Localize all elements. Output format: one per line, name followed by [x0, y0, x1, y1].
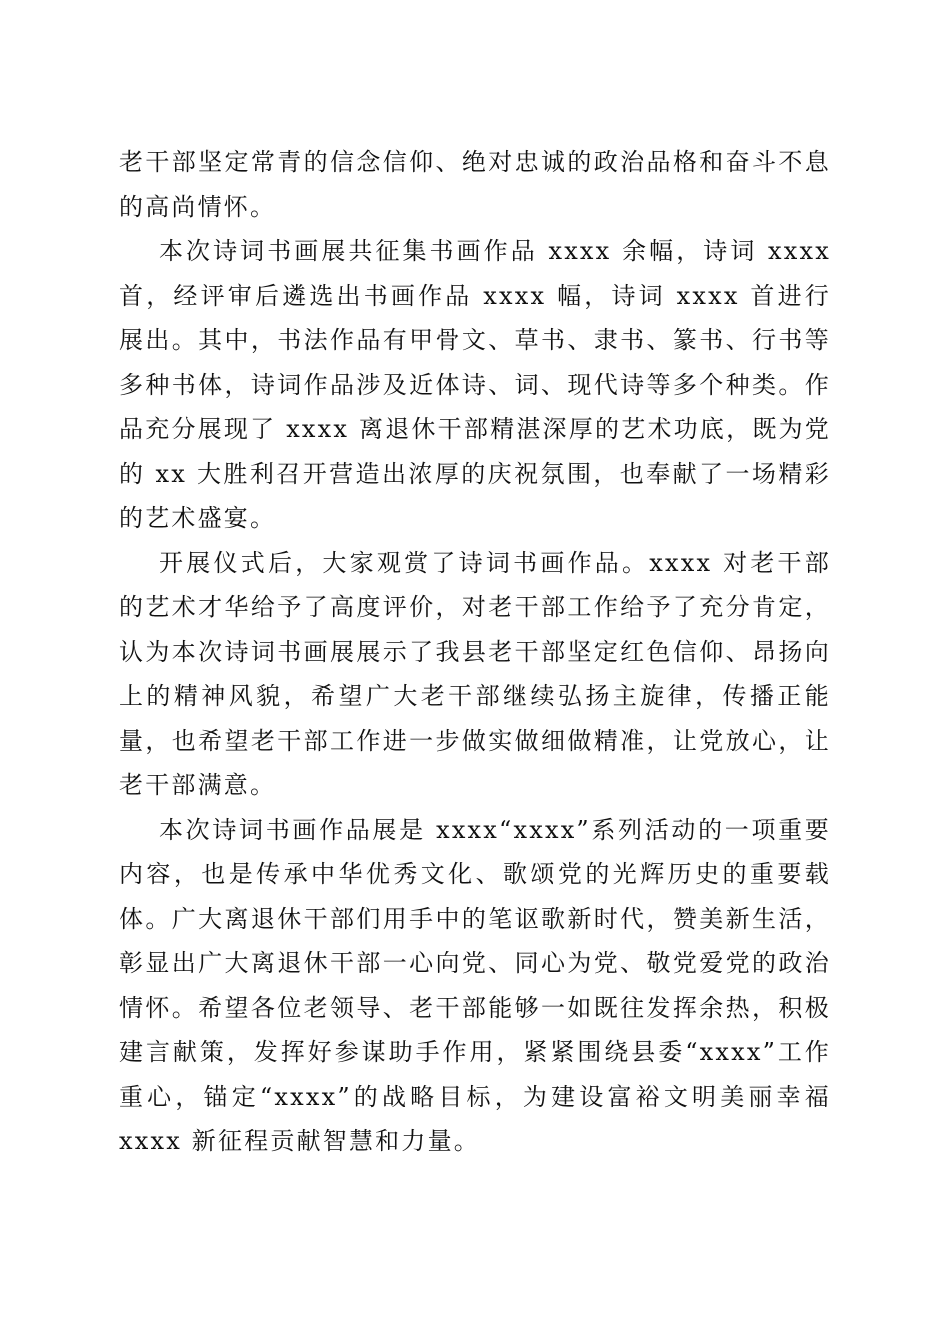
document-body — [119, 140, 831, 1164]
paragraph-continuation: 老干部坚定常青的信念信仰、绝对忠诚的政治品格和奋斗不息的高尚情怀。 — [119, 148, 831, 221]
paragraph-exhibition-summary: 本次诗词书画展共征集书画作品 xxxx 余幅，诗词 xxxx 首，经评审后遴选出书画作品 xxxx 幅，诗词 xxxx 首进行展出。其中，书法作品有甲骨文、草书、隶书、篆书、行书等多种书体，诗词作品涉及近体诗、词、现代诗等多个种类。作品充分展现了 xxxx 离退休干部精湛深厚的艺术功底，既为党的 xx 大胜利召开营造出浓厚的庆祝氛围，也奉献了一场精彩的艺术盛宴。 — [119, 237, 831, 532]
paragraph-opening-ceremony: 开展仪式后，大家观赏了诗词书画作品。xxxx 对老干部的艺术才华给予了高度评价，对老干部工作给予了充分肯定，认为本次诗词书画展展示了我县老干部坚定红色信仰、昂扬向上的精神风貌，希望广大老干部继续弘扬主旋律，传播正能量，也希望老干部工作进一步做实做细做精准，让党放心，让老干部满意。 — [119, 548, 831, 799]
paragraph-significance: 本次诗词书画作品展是 xxxx“xxxx”系列活动的一项重要内容，也是传承中华优秀文化、歌颂党的光辉历史的重要载体。广大离退休干部们用手中的笔讴歌新时代，赞美新生活，彰显出广大离退休干部一心向党、同心为党、敬党爱党的政治情怀。希望各位老领导、老干部能够一如既往发挥余热，积极建言献策，发挥好参谋助手作用，紧紧围绕县委“xxxx”工作重心，锚定“xxxx”的战略目标，为建设富裕文明美丽幸福 xxxx 新征程贡献智慧和力量。 — [119, 815, 831, 1155]
